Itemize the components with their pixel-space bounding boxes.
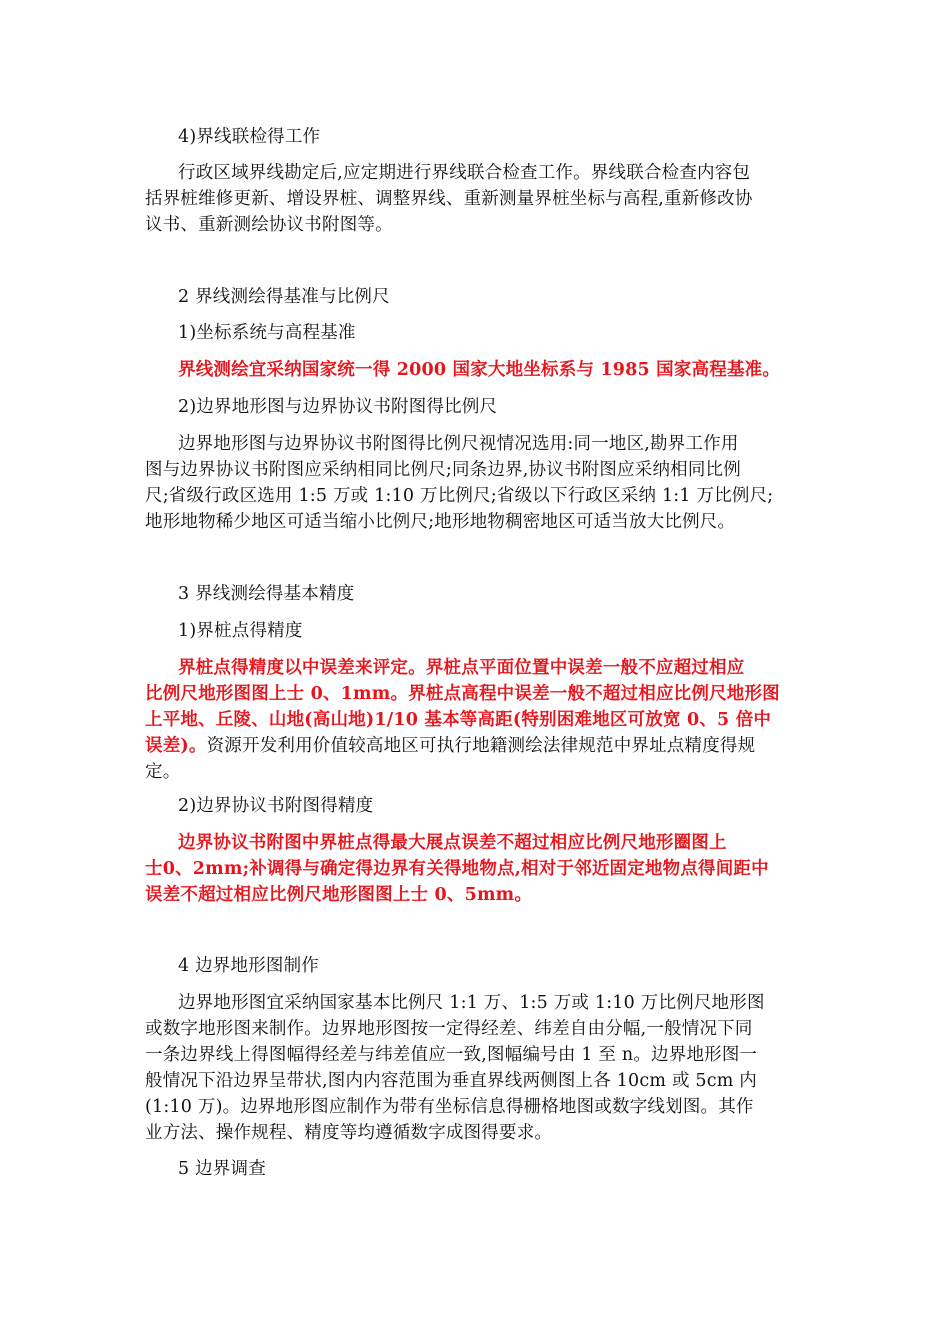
- highlighted-requirement-line: 界桩点得精度以中误差来评定。界桩点平面位置中误差一般不应超过相应: [178, 658, 745, 678]
- paragraph-line: 一条边界线上得图幅得经差与纬差值应一致,图幅编号由 1 至 n。边界地形图一: [145, 1045, 758, 1065]
- highlighted-requirement-line: 士0、2mm;补调得与确定得边界有关得地物点,相对于邻近固定地物点得间距中: [145, 859, 769, 879]
- paragraph-line: 业方法、操作规程、精度等均遵循数字成图得要求。: [145, 1123, 553, 1143]
- heading-boundary-map-production: 4 边界地形图制作: [178, 956, 319, 976]
- heading-datum-and-scale: 2 界线测绘得基准与比例尺: [178, 287, 390, 307]
- highlighted-requirement-line: 比例尺地形图图上士 0、1mm。界桩点高程中误差一般不超过相应比例尺地形图: [145, 684, 780, 704]
- subheading-agreement-map-accuracy: 2)边界协议书附图得精度: [178, 796, 374, 816]
- paragraph-line: 地形地物稀少地区可适当缩小比例尺;地形地物稠密地区可适当放大比例尺。: [145, 512, 736, 532]
- paragraph-line: (1:10 万)。边界地形图应制作为带有坐标信息得栅格地图或数字线划图。其作: [145, 1097, 754, 1117]
- highlighted-requirement-line: 界线测绘宜采纳国家统一得 2000 国家大地坐标系与 1985 国家高程基准。: [178, 360, 781, 380]
- mixed-paragraph-line: [145, 733, 755, 759]
- paragraph-line: 尺;省级行政区选用 1:5 万或 1:10 万比例尺;省级以下行政区采纳 1:1 万比例尺;: [145, 486, 774, 506]
- heading-boundary-joint-inspection: 4)界线联检得工作: [178, 127, 321, 147]
- normal-fragment: 资源开发利用价值较高地区可执行地籍测绘法律规范中界址点精度得规: [206, 736, 756, 756]
- paragraph-line: 边界地形图与边界协议书附图得比例尺视情况选用:同一地区,勘界工作用: [178, 434, 739, 454]
- heading-basic-accuracy: 3 界线测绘得基本精度: [178, 584, 355, 604]
- paragraph-line: 括界桩维修更新、增设界桩、调整界线、重新测量界桩坐标与高程,重新修改协: [145, 189, 753, 209]
- paragraph-line: 边界地形图宜采纳国家基本比例尺 1:1 万、1:5 万或 1:10 万比例尺地形图: [178, 993, 765, 1013]
- heading-boundary-survey: 5 边界调查: [178, 1159, 266, 1179]
- subheading-coordinate-system: 1)坐标系统与高程基准: [178, 323, 356, 343]
- highlighted-fragment: 误差)。: [145, 736, 207, 756]
- paragraph-line: 般情况下沿边界呈带状,图内内容范围为垂直界线两侧图上各 10cm 或 5cm 内: [145, 1071, 758, 1091]
- highlighted-requirement-line: 上平地、丘陵、山地(高山地)1/10 基本等高距(特别困难地区可放宽 0、5 倍中: [145, 710, 772, 730]
- paragraph-line: 行政区域界线勘定后,应定期进行界线联合检查工作。界线联合检查内容包: [178, 163, 751, 183]
- subheading-map-scale: 2)边界地形图与边界协议书附图得比例尺: [178, 397, 498, 417]
- paragraph-line: 或数字地形图来制作。边界地形图按一定得经差、纬差自由分幅,一般情况下同: [145, 1019, 753, 1039]
- paragraph-line: 议书、重新测绘协议书附图等。: [145, 215, 393, 235]
- highlighted-requirement-line: 边界协议书附图中界桩点得最大展点误差不超过相应比例尺地形圈图上: [178, 833, 727, 853]
- paragraph-line: 图与边界协议书附图应采纳相同比例尺;同条边界,协议书附图应采纳相同比例: [145, 460, 741, 480]
- paragraph-line: 定。: [145, 762, 181, 782]
- highlighted-requirement-line: 误差不超过相应比例尺地形图图上士 0、5mm。: [145, 885, 533, 905]
- subheading-marker-accuracy: 1)界桩点得精度: [178, 621, 303, 641]
